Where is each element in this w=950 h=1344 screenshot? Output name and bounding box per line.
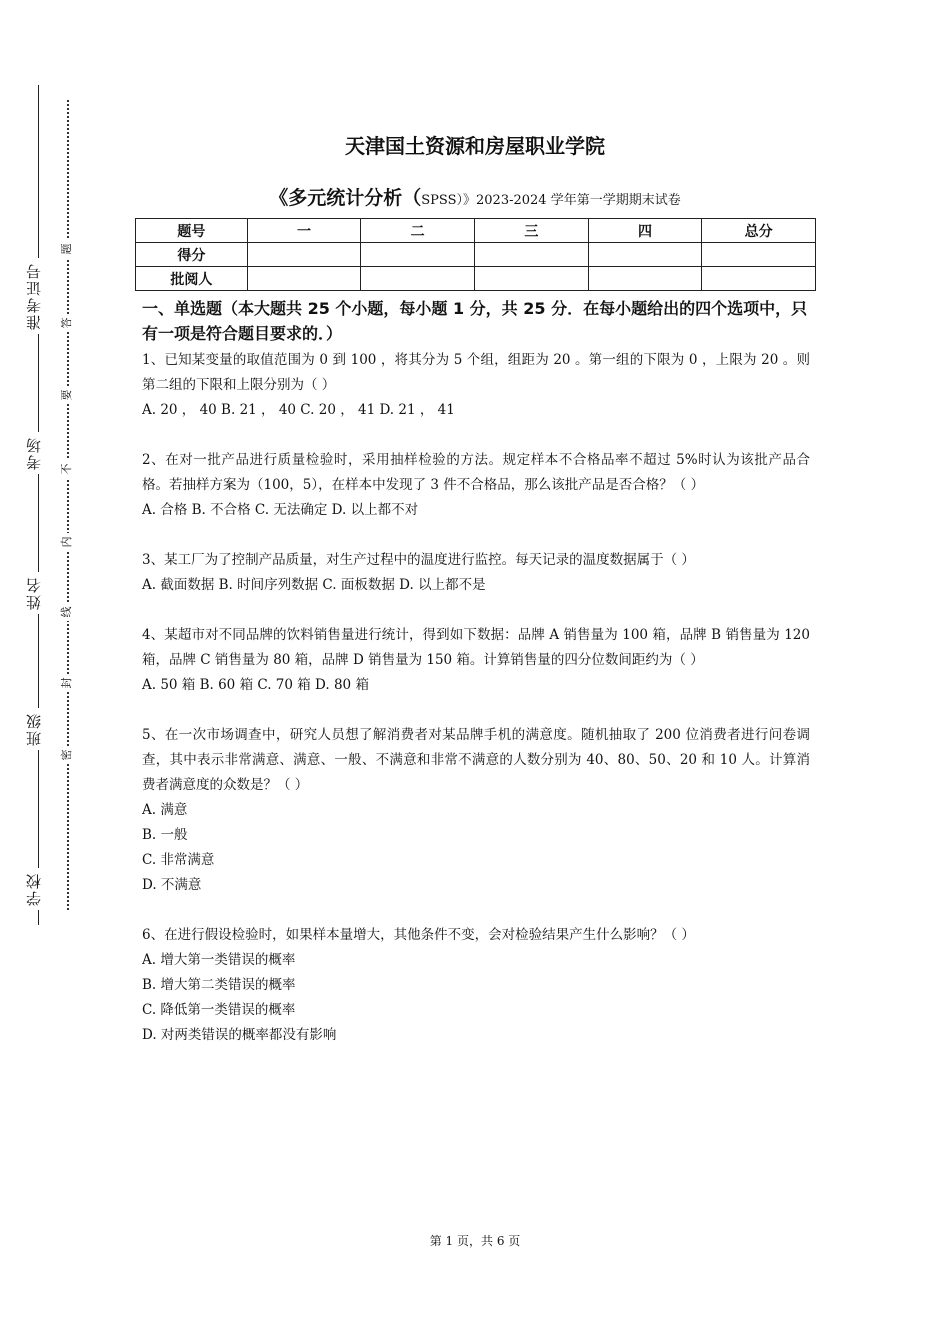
class-field[interactable] (20, 708, 46, 750)
name-label: 姓名 (23, 572, 44, 614)
score-cell[interactable] (474, 243, 588, 267)
option-a: A. 增大第一类错误的概率 (142, 952, 296, 968)
question-options: A. 50 箱 B. 60 箱 C. 70 箱 D. 80 箱 (142, 677, 369, 693)
course-name: 《多元统计分析（ (269, 187, 422, 209)
question-options: A. 截面数据 B. 时间序列数据 C. 面板数据 D. 以上都不是 (142, 577, 486, 593)
question-2 (142, 448, 810, 523)
question-options: A. 合格 B. 不合格 C. 无法确定 D. 以上都不对 (142, 502, 419, 518)
score-table-header: 三 (474, 219, 588, 243)
question-stem: 4、某超市对不同品牌的饮料销售量进行统计，得到如下数据：品牌 A 销售量为 100 箱，品牌 B 销售量为 120 箱，品牌 C 销售量为 80 箱，品牌 D 销售量为 150 箱。计算销售量的四分位数间距约为（ ） (142, 627, 810, 668)
admission-number-field[interactable] (20, 258, 46, 334)
option-b: B. 增大第二类错误的概率 (142, 977, 296, 993)
question-stem: 2、在对一批产品进行质量检验时，采用抽样检验的方法。规定样本不合格品率不超过 5%时认为该批产品合格。若抽样方案为（100，5），在样本中发现了 3 件不合格品，那么该批产品是否合格？（ ） (142, 452, 810, 493)
score-table-header: 四 (588, 219, 702, 243)
seal-char: 要 (60, 386, 74, 404)
score-cell[interactable] (247, 243, 361, 267)
option-a: A. 满意 (142, 802, 188, 818)
question-stem: 5、在一次市场调查中，研究人员想了解消费者对某品牌手机的满意度。随机抽取了 200 位消费者进行问卷调查，其中表示非常满意、满意、一般、不满意和非常不满意的人数分别为 40、80、50、20 和 10 人。计算消费者满意度的众数是？（ ） (142, 727, 810, 793)
score-row-label: 得分 (136, 243, 248, 267)
school-title: 天津国土资源和房屋职业学院 (345, 134, 605, 158)
option-c: C. 降低第一类错误的概率 (142, 1002, 296, 1018)
school-label: 学校 (23, 868, 44, 910)
school-field[interactable] (20, 868, 46, 910)
class-label: 班级 (23, 708, 44, 750)
name-field[interactable] (20, 572, 46, 614)
grader-row-label: 批阅人 (136, 267, 248, 291)
seal-char: 内 (60, 533, 74, 551)
seal-char: 不 (60, 460, 74, 478)
seal-dotted-line (67, 100, 69, 910)
admission-number-label: 准考证号 (23, 258, 44, 334)
seal-char: 封 (60, 674, 74, 692)
grader-cell[interactable] (588, 267, 702, 291)
score-table-header: 二 (361, 219, 475, 243)
option-d: D. 对两类错误的概率都没有影响 (142, 1027, 337, 1043)
seal-char: 密 (60, 746, 74, 764)
seal-char: 题 (60, 240, 74, 258)
score-row (136, 243, 816, 267)
score-cell[interactable] (361, 243, 475, 267)
option-d: D. 不满意 (142, 877, 202, 893)
score-table-header: 一 (247, 219, 361, 243)
exam-room-label: 考场 (23, 432, 44, 474)
option-b: B. 一般 (142, 827, 188, 843)
score-table-header: 总分 (702, 219, 816, 243)
option-c: C. 非常满意 (142, 852, 215, 868)
question-stem: 3、某工厂为了控制产品质量，对生产过程中的温度进行监控。每天记录的温度数据属于（ ） (142, 552, 695, 568)
binding-line (38, 85, 39, 925)
section-heading: 一、单选题（本大题共 25 个小题，每小题 1 分，共 25 分．在每小题给出的四个选项中，只有一项是符合题目要求的．） (142, 299, 808, 343)
question-options: A. 20 ， 40 B. 21 ， 40 C. 20 ， 41 D. 21 ， 41 (142, 402, 455, 418)
grader-row (136, 267, 816, 291)
page-number: 第 1 页，共 6 页 (429, 1234, 521, 1248)
question-section (142, 296, 810, 1073)
question-1 (142, 348, 810, 423)
exam-room-field[interactable] (20, 432, 46, 474)
score-table-header-row (136, 219, 816, 243)
grader-cell[interactable] (702, 267, 816, 291)
exam-title (0, 183, 950, 210)
grader-cell[interactable] (474, 267, 588, 291)
question-6 (142, 923, 810, 1048)
question-stem: 6、在进行假设检验时，如果样本量增大，其他条件不变，会对检验结果产生什么影响？（ ） (142, 927, 695, 943)
score-table (135, 218, 816, 291)
score-table-header: 题号 (136, 219, 248, 243)
score-cell[interactable] (702, 243, 816, 267)
question-5 (142, 723, 810, 898)
exam-term: SPSS）》2023-2024 学年第一学期期末试卷 (421, 193, 681, 208)
seal-char: 答 (60, 314, 74, 332)
grader-cell[interactable] (361, 267, 475, 291)
score-cell[interactable] (588, 243, 702, 267)
question-4 (142, 623, 810, 698)
grader-cell[interactable] (247, 267, 361, 291)
seal-char: 线 (60, 603, 74, 621)
question-3 (142, 548, 810, 598)
question-stem: 1、已知某变量的取值范围为 0 到 100 ，将其分为 5 个组，组距为 20 。第一组的下限为 0 ，上限为 20 。则第二组的下限和上限分别为（ ） (142, 352, 810, 393)
